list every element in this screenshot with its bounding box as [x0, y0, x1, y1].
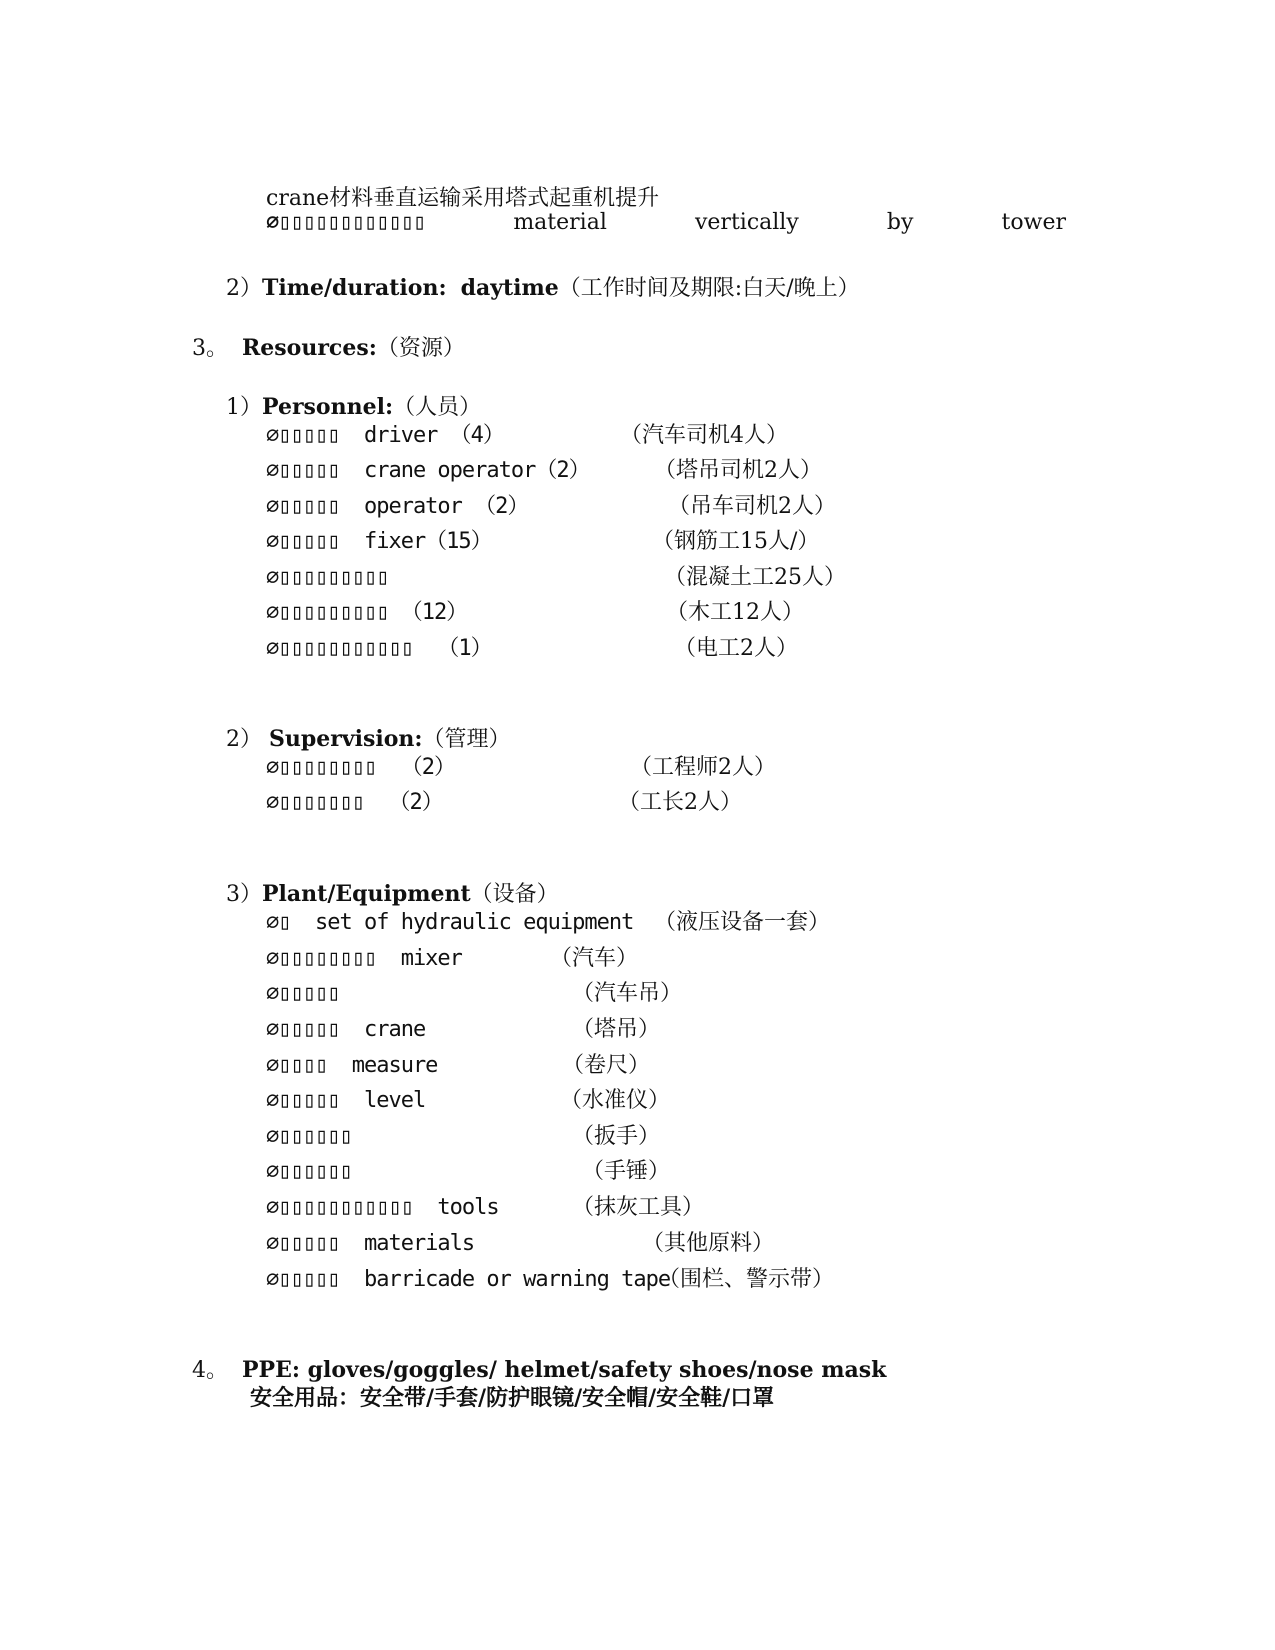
- list-item-note: （围栏、警示带）: [658, 1267, 835, 1292]
- list-item-note: （汽车）: [550, 946, 639, 971]
- list-item: ∅▯▯▯▯▯▯▯▯▯▯▯ （1）: [266, 636, 492, 661]
- list-item-note: （水准仪）: [560, 1088, 671, 1113]
- intro-word: material: [513, 210, 607, 235]
- list-item: ∅▯ set of hydraulic equipment: [266, 910, 634, 935]
- plant-note: （设备）: [470, 882, 559, 907]
- list-item-note: （手锤）: [582, 1159, 671, 1184]
- intro-word: vertically: [694, 210, 799, 235]
- section-number: 4。: [192, 1358, 228, 1383]
- list-item-note: （卷尺）: [562, 1053, 651, 1078]
- personnel-label: Personnel:: [262, 394, 394, 420]
- list-item: ∅▯▯▯▯▯ barricade or warning tape: [266, 1267, 671, 1292]
- list-item: ∅▯▯▯▯▯▯: [266, 1124, 352, 1149]
- resources-note: （资源）: [376, 336, 465, 361]
- plant-heading: [212, 849, 559, 910]
- list-item: ∅▯▯▯▯▯ driver （4）: [266, 423, 504, 448]
- item-number: 1）: [226, 395, 262, 420]
- bullet-placeholder: ∅▯▯▯▯▯▯▯▯▯▯▯▯: [266, 210, 426, 235]
- list-item: ∅▯▯▯▯▯▯▯▯▯ （12）: [266, 600, 468, 625]
- resources-label: Resources:: [242, 335, 377, 361]
- list-item: ∅▯▯▯▯▯▯▯ （2）: [266, 790, 443, 815]
- list-item: ∅▯▯▯▯▯▯▯▯▯▯▯ tools: [266, 1195, 499, 1220]
- time-value: daytime: [460, 275, 559, 301]
- list-item: ∅▯▯▯▯ measure: [266, 1053, 438, 1078]
- list-item: ∅▯▯▯▯▯▯▯▯▯: [266, 565, 389, 590]
- time-duration-line: [212, 243, 860, 304]
- personnel-heading: [212, 362, 481, 423]
- time-note: （工作时间及期限:白天/晚上）: [558, 276, 860, 301]
- time-label: Time/duration:: [262, 275, 447, 301]
- item-number: 2）: [226, 276, 262, 301]
- item-number: 2）: [226, 727, 262, 752]
- list-item: ∅▯▯▯▯▯ level: [266, 1088, 426, 1113]
- list-item: ∅▯▯▯▯▯: [266, 981, 340, 1006]
- list-item: ∅▯▯▯▯▯ fixer（15）: [266, 529, 492, 554]
- list-item-note: （吊车司机2人）: [668, 494, 836, 519]
- list-item-note: （汽车司机4人）: [620, 423, 788, 448]
- list-item-note: （木工12人）: [666, 600, 804, 625]
- list-item: ∅▯▯▯▯▯▯▯▯ mixer: [266, 946, 462, 971]
- supervision-label: Supervision:: [269, 726, 423, 752]
- supervision-note: （管理）: [422, 727, 511, 752]
- ppe-heading: [178, 1325, 886, 1386]
- list-item-note: （电工2人）: [674, 636, 798, 661]
- list-item-note: （混凝土工25人）: [664, 565, 846, 590]
- list-item-note: （汽车吊）: [572, 981, 683, 1006]
- list-item-note: （塔吊司机2人）: [654, 458, 822, 483]
- list-item: ∅▯▯▯▯▯▯: [266, 1159, 352, 1184]
- resources-heading: [178, 303, 465, 364]
- list-item-note: （抹灰工具）: [572, 1195, 705, 1220]
- intro-word: by: [886, 210, 914, 235]
- section-number: 3。: [192, 336, 228, 361]
- plant-label: Plant/Equipment: [262, 881, 471, 907]
- list-item: ∅▯▯▯▯▯▯▯▯ （2）: [266, 755, 455, 780]
- ppe-chinese: 安全用品：安全带/手套/防护眼镜/安全帽/安全鞋/口罩: [250, 1385, 775, 1411]
- list-item-note: （液压设备一套）: [654, 910, 831, 935]
- intro-line-2: crane材料垂直运输采用塔式起重机提升: [266, 186, 660, 211]
- personnel-note: （人员）: [393, 395, 482, 420]
- intro-word: tower: [1001, 210, 1066, 235]
- list-item-note: （塔吊）: [572, 1017, 661, 1042]
- list-item-note: （扳手）: [572, 1124, 661, 1149]
- list-item: ∅▯▯▯▯▯ crane: [266, 1017, 426, 1042]
- list-item-note: （其他原料）: [642, 1231, 775, 1256]
- ppe-text: PPE: gloves/goggles/ helmet/safety shoes/nose mask: [242, 1357, 887, 1383]
- item-number: 3）: [226, 882, 262, 907]
- supervision-heading: [212, 694, 511, 755]
- list-item-note: （工程师2人）: [630, 755, 776, 780]
- list-item-note: （钢筋工15人/）: [652, 529, 820, 554]
- list-item: ∅▯▯▯▯▯ crane operator（2）: [266, 458, 590, 483]
- list-item-note: （工长2人）: [618, 790, 742, 815]
- list-item: ∅▯▯▯▯▯ materials: [266, 1231, 475, 1256]
- list-item: ∅▯▯▯▯▯ operator （2）: [266, 494, 529, 519]
